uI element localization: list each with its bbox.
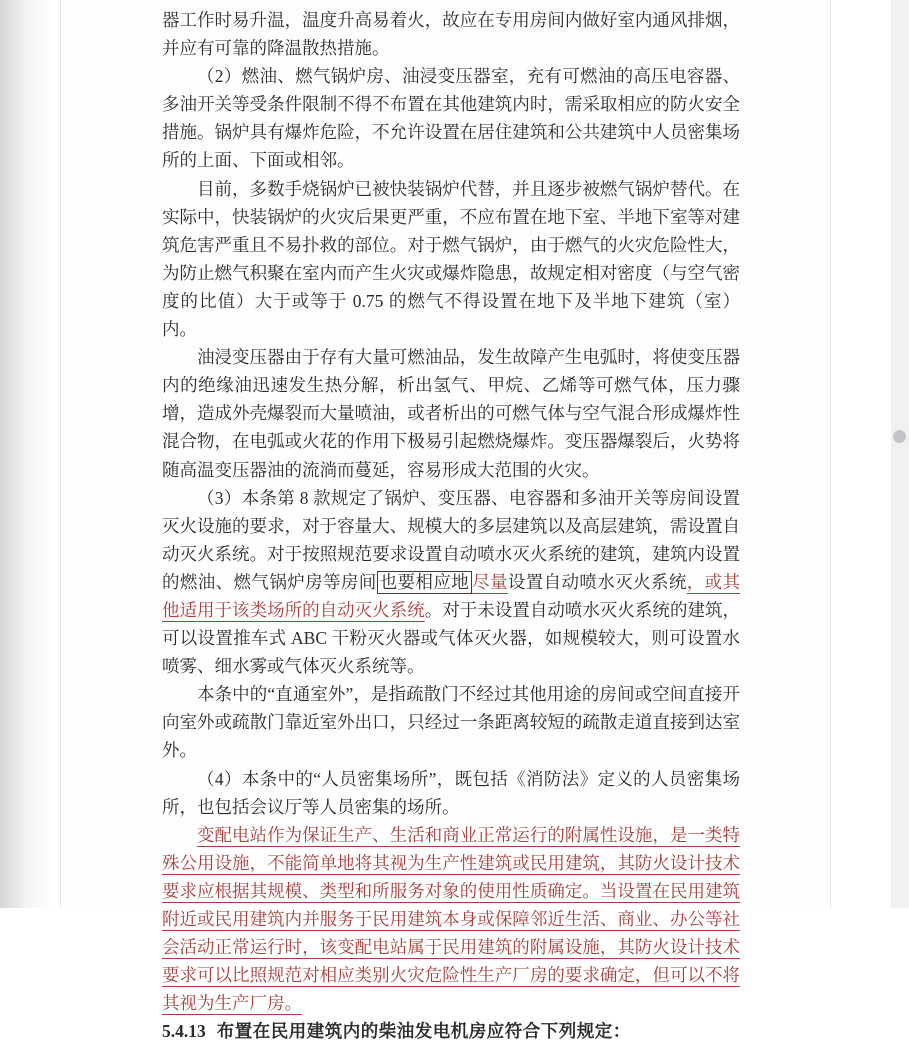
revision-paragraph — [162, 821, 740, 1018]
section-heading — [162, 1017, 740, 1045]
body-text: （3）本条第 8 款规定了锅炉、变压器、电容器和多油开关等房间设置灭火设施的要求，对于容量大、规模大的多层建筑以及高层建筑，需设置自动灭火系统。对于按照规范要求设置自动喷水灭火系统的建筑，建筑内设置的燃油、燃气锅炉房等房间 — [162, 487, 740, 592]
revision-inserted-text: ，或其他适用于该类场所的自动灭火系统 — [162, 571, 741, 620]
document-text — [162, 0, 740, 1045]
body-text: 设置自动喷水灭火系统 — [507, 571, 687, 592]
body-text: 器工作时易升温，温度升高易着火，故应在专用房间内做好室内通风排烟，并应有可靠的降温散热措施。 — [162, 10, 740, 59]
document-page — [60, 0, 831, 1042]
paragraph — [162, 343, 740, 483]
boxed-revision-text: 也要相应地 — [377, 571, 472, 594]
paragraph — [162, 484, 740, 681]
paragraph — [162, 6, 740, 62]
body-text: 目前，多数手烧锅炉已被快装锅炉代替，并且逐步被燃气锅炉替代。在实际中，快装锅炉的火灾后果更严重，不应布置在地下室、半地下室等对建筑危害严重且不易扑救的部位。对于燃气锅炉，由于燃气的火灾危险性大，为防止燃气积聚在室内而产生火灾或爆炸隐患，故规定相对密度（与空气密度的比值）大于或等于 0.75 的燃气不得设置在地下及半地下建筑（室）内。 — [162, 178, 740, 340]
body-text: （2）燃油、燃气锅炉房、油浸变压器室，充有可燃油的高压电容器、多油开关等受条件限制不得不布置在其他建筑内时，需采取相应的防火安全措施。锅炉具有爆炸危险，不允许设置在居住建筑和公共建筑中人员密集场所的上面、下面或相邻。 — [162, 66, 740, 171]
body-text: 油浸变压器由于存有大量可燃油品，发生故障产生电弧时，将使变压器内的绝缘油迅速发生热分解，析出氢气、甲烷、乙烯等可燃气体，压力骤增，造成外壳爆裂而大量喷油，或者析出的可燃气体与空气混合形成爆炸性混合物，在电弧或火花的作用下极易引起燃烧爆炸。变压器爆裂后，火势将随高温变压器油的流淌而蔓延，容易形成大范围的火灾。 — [162, 347, 740, 480]
paragraph — [162, 680, 740, 764]
section-heading-text: 布置在民用建筑内的柴油发电机房应符合下列规定： — [216, 1021, 631, 1042]
page-edge-shadow — [0, 0, 56, 908]
scrollbar-thumb[interactable] — [893, 430, 906, 443]
paragraph — [162, 175, 740, 344]
section-number: 5.4.13 — [162, 1021, 206, 1042]
body-text: 。对于未设置自动喷水灭火系统的建筑，可以设置推车式 ABC 干粉灭火器或气体灭火器，如规模较大，则可设置水喷雾、细水雾或气体灭火系统等。 — [162, 599, 740, 677]
body-text: 本条中的“直通室外”，是指疏散门不经过其他用途的房间或空间直接开向室外或疏散门靠近室外出口，只经过一条距离较短的疏散走道直接到达室外。 — [162, 684, 740, 761]
paragraph — [162, 62, 740, 174]
revision-inserted-text: 变配电站作为保证生产、生活和商业正常运行的附属性设施，是一类特殊公用设施，不能简单地将其视为生产性建筑或民用建筑，其防火设计技术要求应根据其规模、类型和所服务对象的使用性质确定。当设置在民用建筑附近或民用建筑内并服务于民用建筑本身或保障邻近生活、商业、办公等社会活动正常运行时，该变配电站属于民用建筑的附属设施，其防火设计技术要求可以比照规范对相应类别火灾危险性生产厂房的要求确定，但可以不将其视为生产厂房。 — [162, 824, 740, 1014]
revision-inserted-text: 尽量 — [472, 571, 508, 592]
body-text: （4）本条中的“人员密集场所”，既包括《消防法》定义的人员密集场所，也包括会议厅等人员密集的场所。 — [162, 768, 740, 817]
scrollbar-track[interactable] — [891, 0, 909, 908]
paragraph — [162, 765, 740, 821]
